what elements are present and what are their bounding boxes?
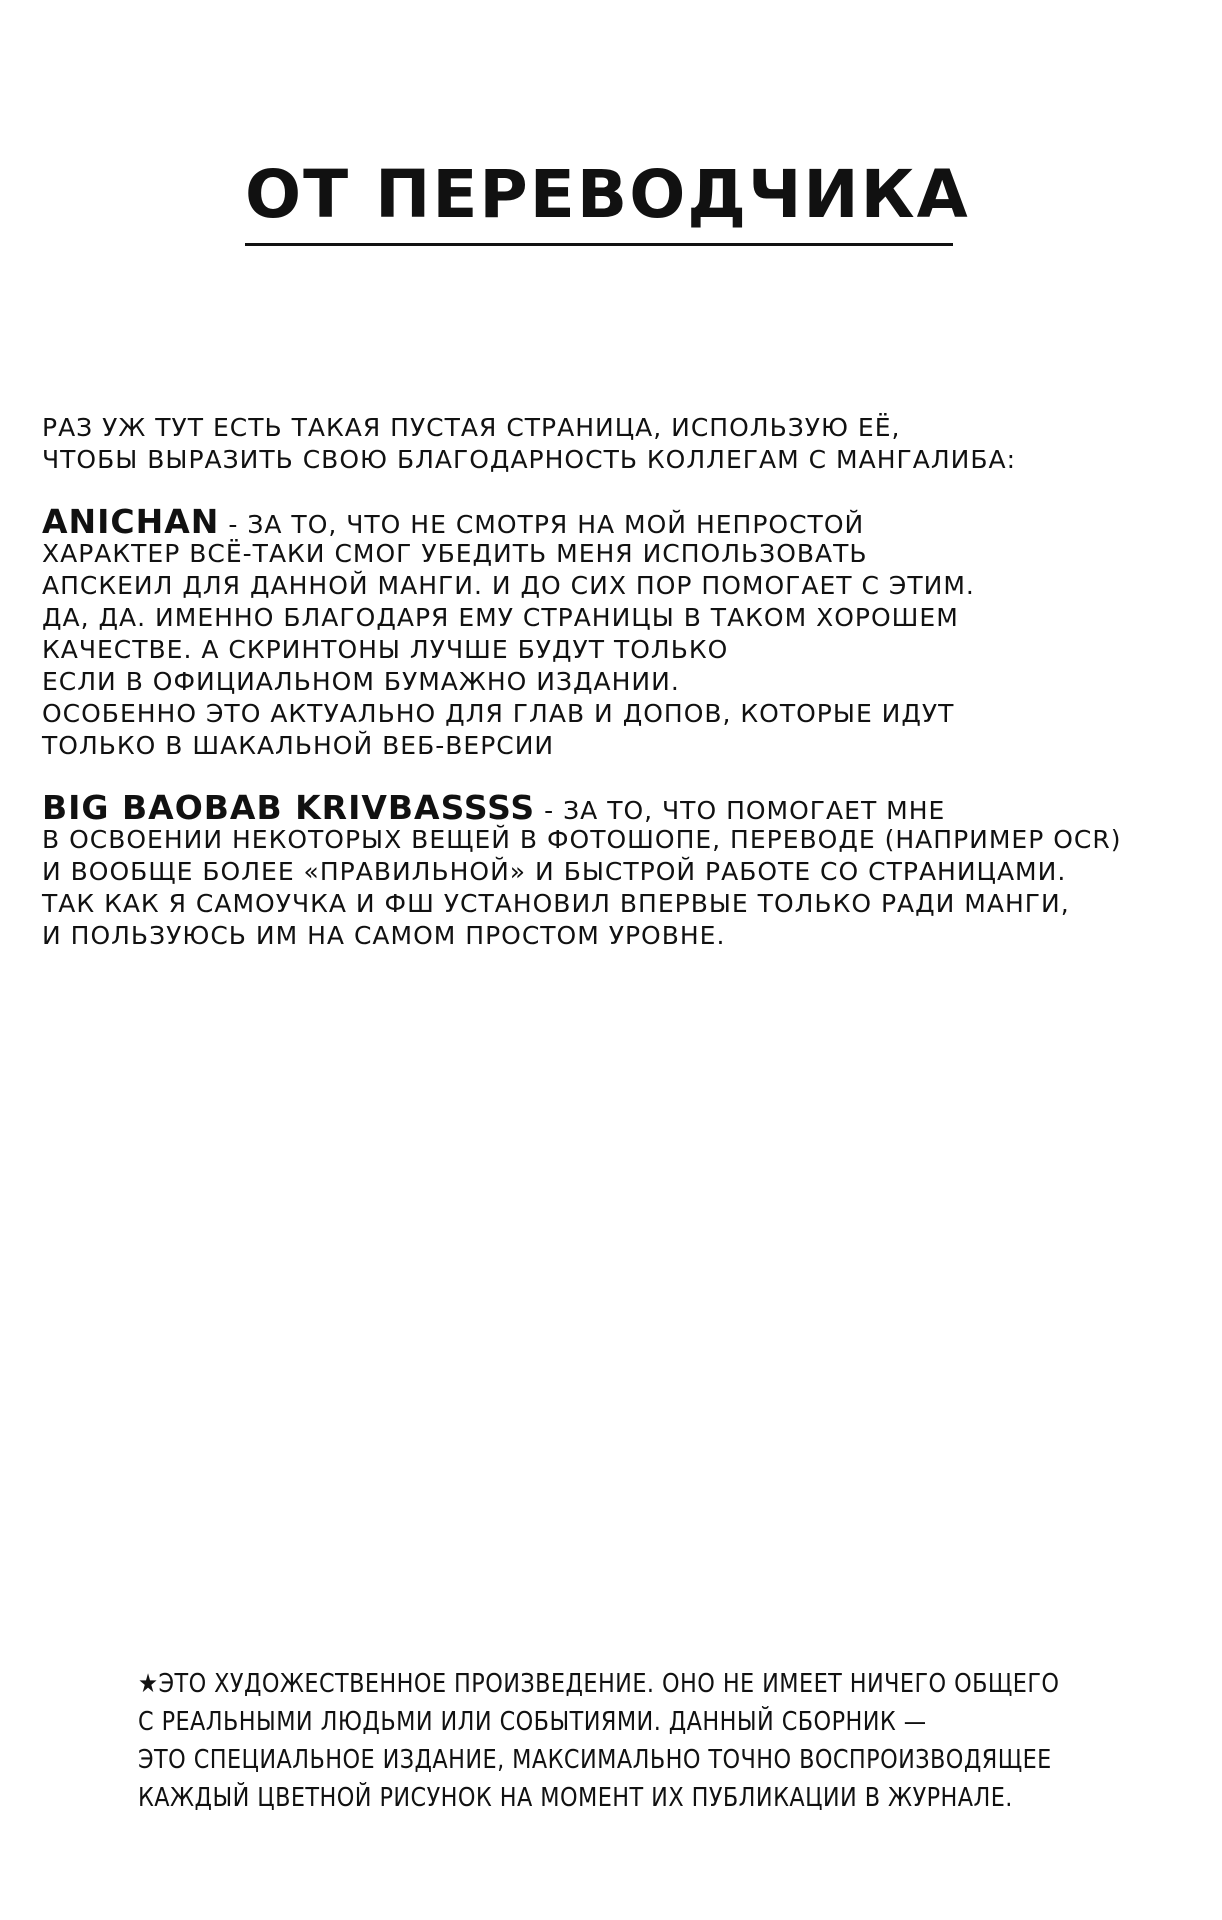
text-fragment: - ЗА ТО, ЧТО НЕ СМОТРЯ НА МОЙ НЕПРОСТОЙ xyxy=(219,510,865,539)
text-line: РАЗ УЖ ТУТ ЕСТЬ ТАКАЯ ПУСТАЯ СТРАНИЦА, ИСПОЛЬЗУЮ ЕЁ, xyxy=(42,413,901,442)
baobab-paragraph xyxy=(42,788,1202,952)
text-line: ТАК КАК Я САМОУЧКА И ФШ УСТАНОВИЛ ВПЕРВЫЕ ТОЛЬКО РАДИ МАНГИ, xyxy=(42,889,1070,918)
text-line xyxy=(42,788,1202,827)
contributor-name: BIG BAOBAB KRIVBASSSS xyxy=(42,788,536,827)
text-line: ЧТОБЫ ВЫРАЗИТЬ СВОЮ БЛАГОДАРНОСТЬ КОЛЛЕГАМ С МАНГАЛИБА: xyxy=(42,445,1017,474)
text-line: В ОСВОЕНИИ НЕКОТОРЫХ ВЕЩЕЙ В ФОТОШОПЕ, ПЕРЕВОДЕ (НАПРИМЕР OCR) xyxy=(42,825,1122,854)
note-line: С РЕАЛЬНЫМИ ЛЮДЬМИ ИЛИ СОБЫТИЯМИ. ДАННЫЙ СБОРНИК — xyxy=(138,1707,927,1737)
text-line: АПСКЕИЛ ДЛЯ ДАННОЙ МАНГИ. И ДО СИХ ПОР ПОМОГАЕТ С ЭТИМ. xyxy=(42,571,975,600)
note-line: ЭТО СПЕЦИАЛЬНОЕ ИЗДАНИЕ, МАКСИМАЛЬНО ТОЧНО ВОСПРОИЗВОДЯЩЕЕ xyxy=(138,1745,1052,1775)
text-fragment: - ЗА ТО, ЧТО ПОМОГАЕТ МНЕ xyxy=(535,796,946,825)
text-line: ДА, ДА. ИМЕННО БЛАГОДАРЯ ЕМУ СТРАНИЦЫ В ТАКОМ ХОРОШЕМ xyxy=(42,603,959,632)
text-line: И ПОЛЬЗУЮСЬ ИМ НА САМОМ ПРОСТОМ УРОВНЕ. xyxy=(42,921,726,950)
anichan-paragraph xyxy=(42,502,1202,762)
note-line: ★ЭТО ХУДОЖЕСТВЕННОЕ ПРОИЗВЕДЕНИЕ. ОНО НЕ ИМЕЕТ НИЧЕГО ОБЩЕГО xyxy=(138,1669,1060,1699)
contributor-name: ANICHAN xyxy=(42,502,220,541)
text-line: ХАРАКТЕР ВСЁ-ТАКИ СМОГ УБЕДИТЬ МЕНЯ ИСПОЛЬЗОВАТЬ xyxy=(42,539,868,568)
title-underline xyxy=(245,243,953,246)
note-line: КАЖДЫЙ ЦВЕТНОЙ РИСУНОК НА МОМЕНТ ИХ ПУБЛИКАЦИИ В ЖУРНАЛЕ. xyxy=(138,1783,1013,1813)
text-line: ОСОБЕННО ЭТО АКТУАЛЬНО ДЛЯ ГЛАВ И ДОПОВ, КОТОРЫЕ ИДУТ xyxy=(42,699,955,728)
page-title: ОТ ПЕРЕВОДЧИКА xyxy=(245,156,970,233)
disclaimer-note xyxy=(138,1665,1198,1817)
text-line: ТОЛЬКО В ШАКАЛЬНОЙ ВЕБ-ВЕРСИИ xyxy=(42,731,555,760)
page-title-block xyxy=(245,155,970,246)
intro-paragraph xyxy=(42,412,1202,476)
text-line: ЕСЛИ В ОФИЦИАЛЬНОМ БУМАЖНО ИЗДАНИИ. xyxy=(42,667,680,696)
text-line: КАЧЕСТВЕ. А СКРИНТОНЫ ЛУЧШЕ БУДУТ ТОЛЬКО xyxy=(42,635,729,664)
text-line xyxy=(42,502,1202,541)
text-line: И ВООБЩЕ БОЛЕЕ «ПРАВИЛЬНОЙ» И БЫСТРОЙ РАБОТЕ СО СТРАНИЦАМИ. xyxy=(42,857,1067,886)
translator-note-body xyxy=(42,412,1202,952)
